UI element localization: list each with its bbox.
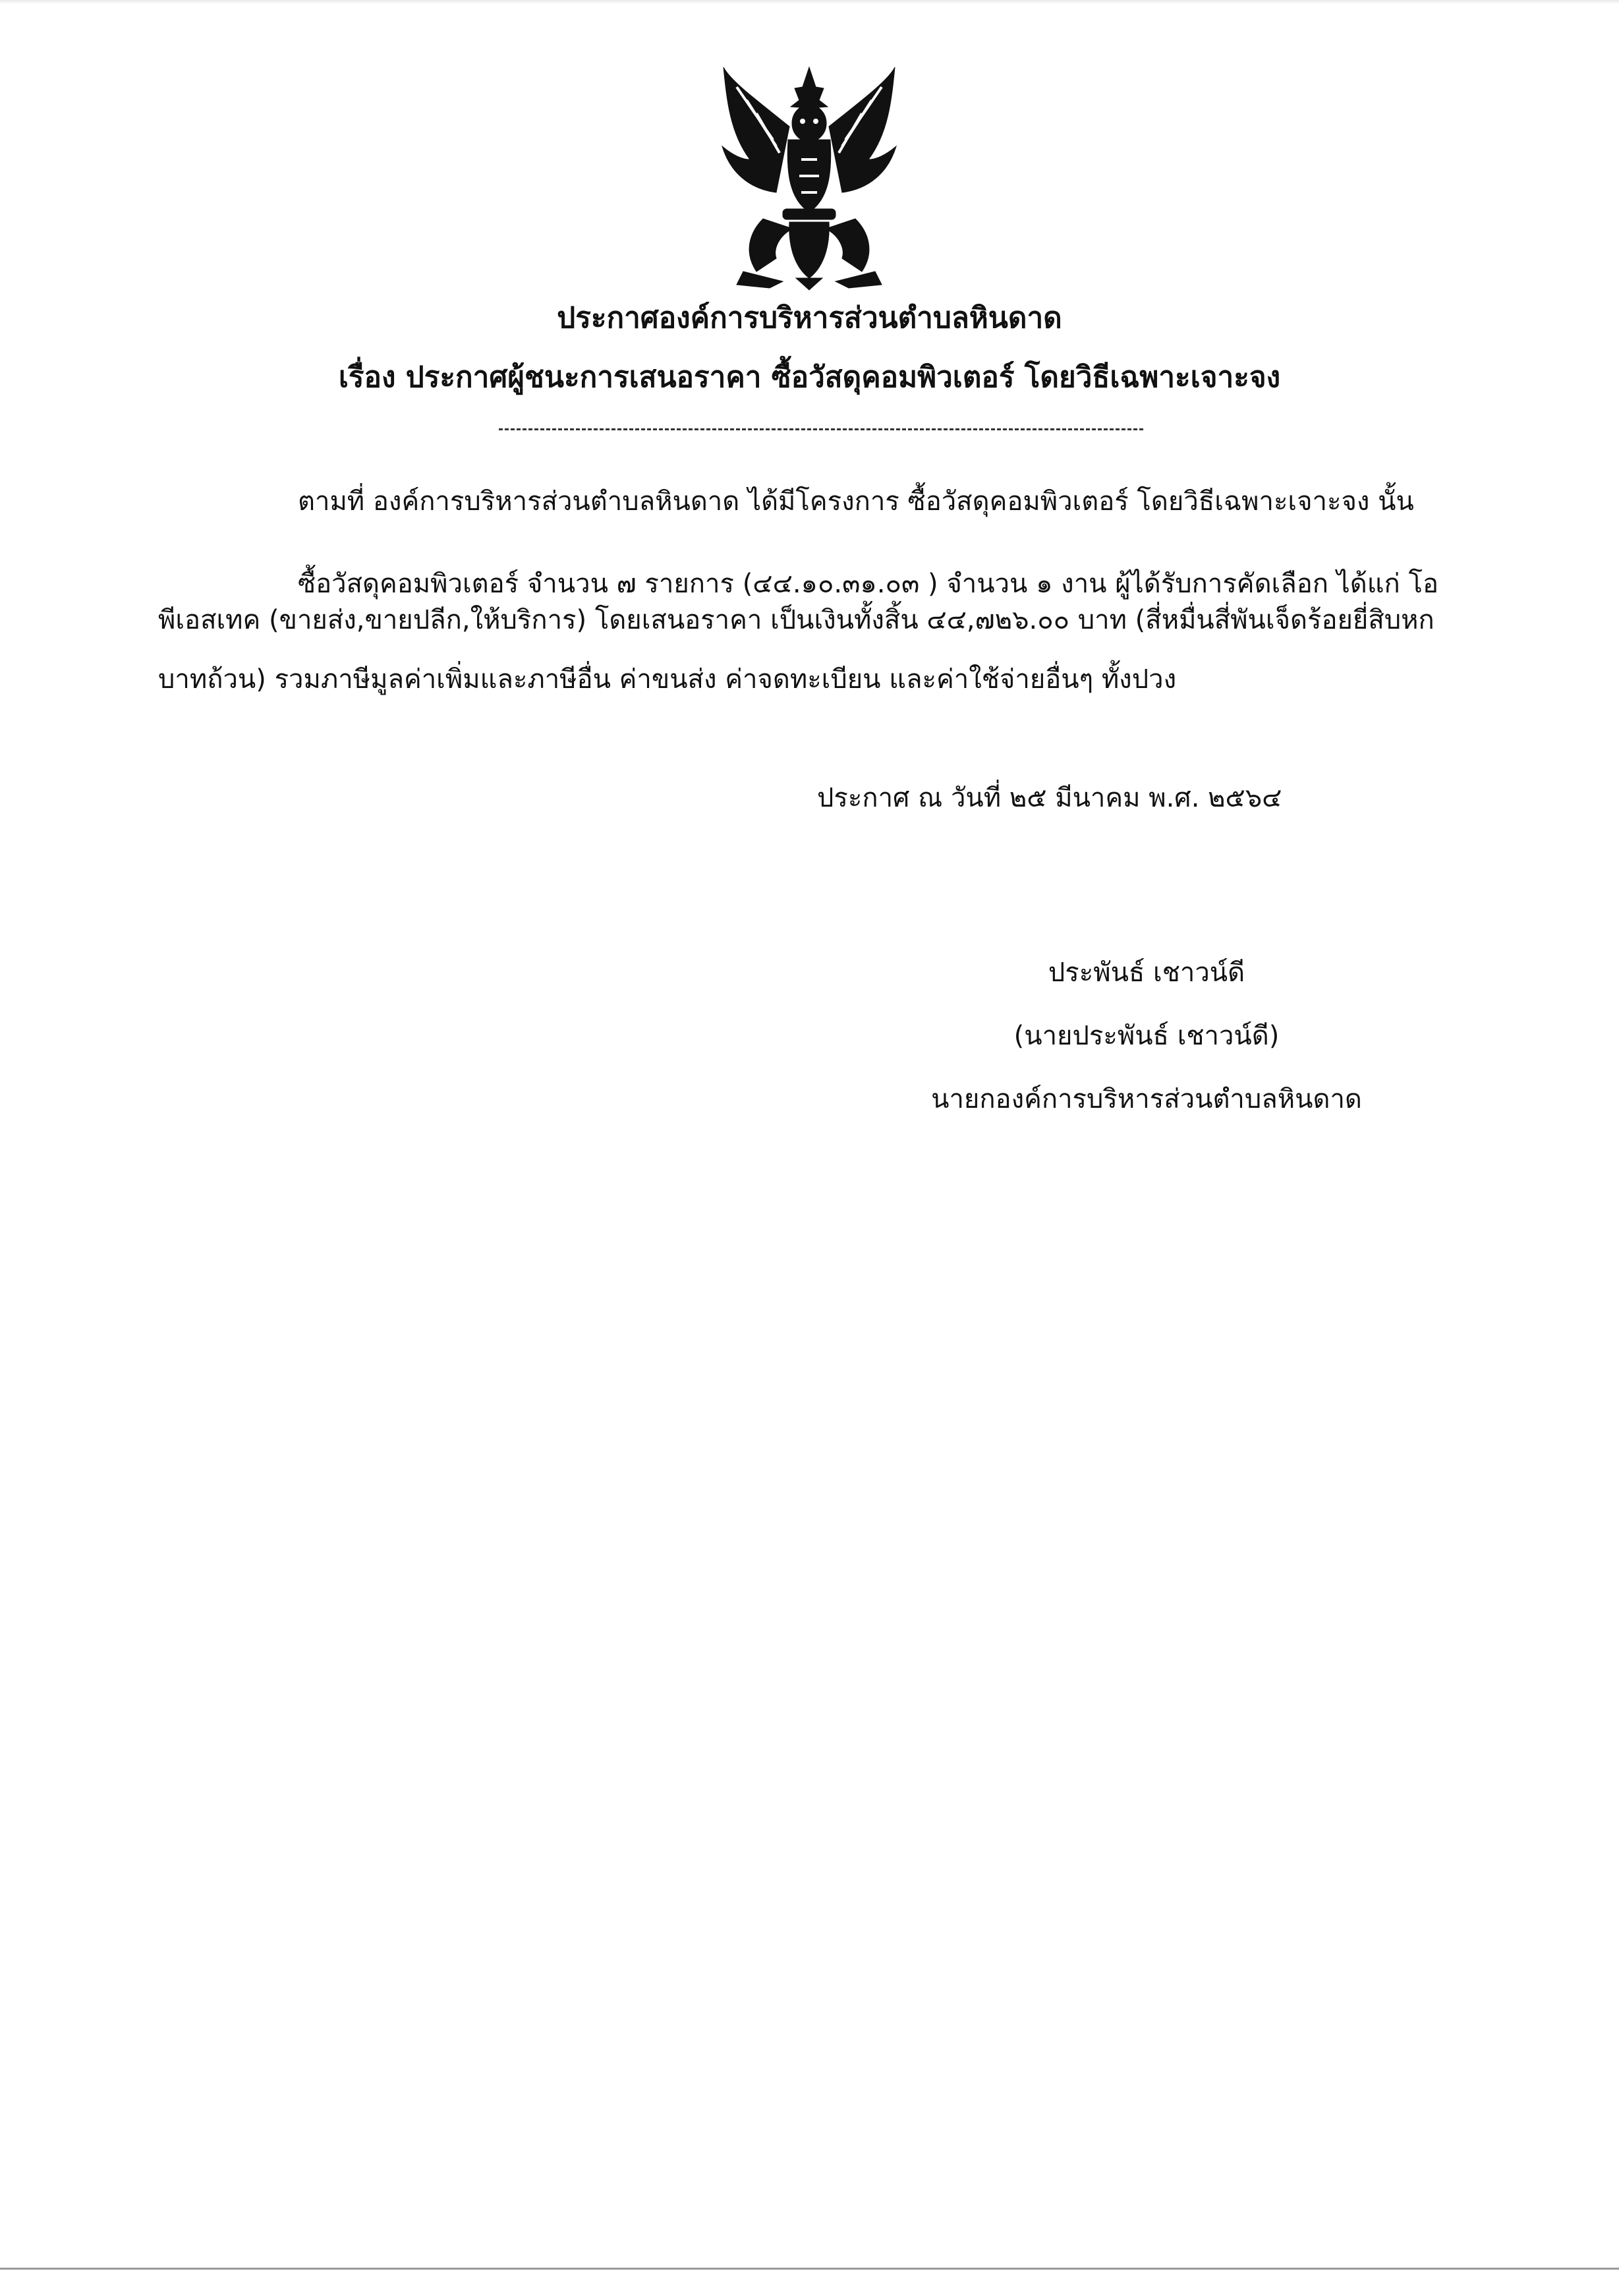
body-line-1: ตามที่ องค์การบริหารส่วนตำบลหินดาด ได้มีโครงการ ซื้อวัสดุคอมพิวเตอร์ โดยวิธีเฉพาะเจาะจง นั้น (298, 486, 1414, 517)
scan-edge-bottom (0, 2268, 1619, 2270)
signature-block (863, 956, 1430, 1145)
garuda-emblem-icon (710, 61, 908, 291)
printed-name: (นายประพันธ์ เชาวน์ดี) (1013, 1021, 1280, 1051)
announcement-date: ประกาศ ณ วันที่ ๒๕ มีนาคม พ.ศ. ๒๕๖๔ (817, 783, 1282, 813)
divider (499, 428, 1143, 430)
body-line-4: บาทถ้วน) รวมภาษีมูลค่าเพิ่มและภาษีอื่น ค่าขนส่ง ค่าจดทะเบียน และค่าใช้จ่ายอื่นๆ ทั้งปวง (158, 664, 1177, 695)
scan-edge-top (0, 0, 1619, 4)
document-title: ประกาศองค์การบริหารส่วนตำบลหินดาด (557, 301, 1062, 335)
body-line-2: ซื้อวัสดุคอมพิวเตอร์ จำนวน ๗ รายการ (๔๔.๑๐.๓๑.๐๓ ) จำนวน ๑ งาน ผู้ได้รับการคัดเลือก ได้แก่ โอ (298, 569, 1438, 599)
body-line-3: พีเอสเทค (ขายส่ง,ขายปลีก,ให้บริการ) โดยเสนอราคา เป็นเงินทั้งสิ้น ๔๔,๗๒๖.๐๐ บาท (สี่หมื่นสี่พันเจ็ดร้อยยี่สิบหก (158, 605, 1434, 635)
signed-name: ประพันธ์ เชาวน์ดี (1048, 958, 1245, 988)
signer-position: นายกองค์การบริหารส่วนตำบลหินดาด (931, 1084, 1362, 1114)
document-subject: เรื่อง ประกาศผู้ชนะการเสนอราคา ซื้อวัสดุคอมพิวเตอร์ โดยวิธีเฉพาะเจาะจง (338, 360, 1281, 394)
